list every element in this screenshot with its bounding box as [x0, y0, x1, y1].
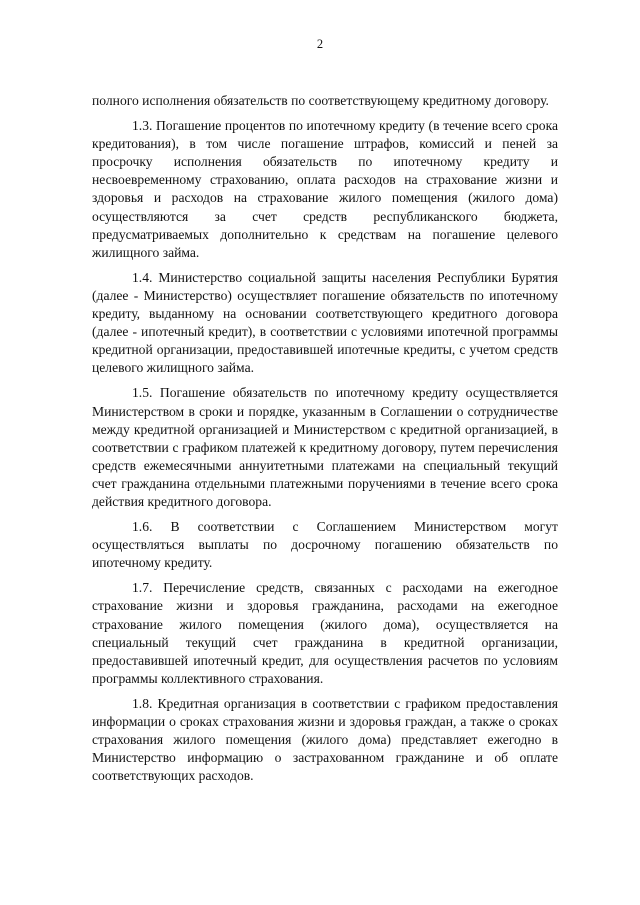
- paragraph-1-5: 1.5. Погашение обязательств по ипотечному кредиту осуществляется Министерством в сроки и порядке, указанным в Соглашении о сотрудничестве между кредитной организацией и Министерством с кредитной организацией, в соответствии с графиком платежей к кредитному договору, путем перечисления средств ежемесячными аннуитетными платежами на специальный текущий счет гражданина отдельными платежными поручениями в течение всего срока действия кредитного договора.: [92, 385, 558, 509]
- paragraph-1-7: 1.7. Перечисление средств, связанных с расходами на ежегодное страхование жизни и здоровья гражданина, расходами на ежегодное страхование жилого помещения (жилого дома), осуществляется на специальный текущий счет гражданина в кредитной организации, предоставившей ипотечный кредит, для осуществления расчетов по условиям программы коллективного страхования.: [92, 580, 558, 686]
- paragraph-1-4: 1.4. Министерство социальной защиты населения Республики Бурятия (далее - Министерство) осуществляет погашение обязательств по ипотечному кредиту, выданному на основании соответствующего кредитного договора (далее - ипотечный кредит), в соответствии с условиями ипотечной программы кредитной организации, предоставившей ипотечные кредиты, с учетом средств целевого жилищного займа.: [92, 269, 558, 376]
- document-body: [92, 92, 558, 792]
- paragraph-1-8: 1.8. Кредитная организация в соответствии с графиком предоставления информации о сроках страхования жизни и здоровья граждан, а также о сроках страхования жилого помещения (жилого дома) представляет ежегодно в Министерство информацию о застрахованном гражданине и об оплате соответствующих расходов.: [92, 695, 558, 784]
- paragraph-1-3: 1.3. Погашение процентов по ипотечному кредиту (в течение всего срока кредитования), в том числе погашение штрафов, комиссий и пеней за просрочку исполнения обязательств по ипотечному кредиту и несвоевременному страхованию, оплата расходов на страхование жизни и здоровья и расходов на страхование жилого помещения (жилого дома) осуществляются за счет средств республиканского бюджета, предусматриваемых дополнительно к средствам на погашение целевого жилищного займа.: [92, 118, 558, 260]
- page-number: 2: [316, 37, 324, 51]
- paragraph-1-6: 1.6. В соответствии с Соглашением Министерством могут осуществляться выплаты по досрочному погашению обязательств по ипотечному кредиту.: [92, 519, 558, 571]
- paragraph-continuation: полного исполнения обязательств по соответствующему кредитному договору.: [92, 93, 549, 108]
